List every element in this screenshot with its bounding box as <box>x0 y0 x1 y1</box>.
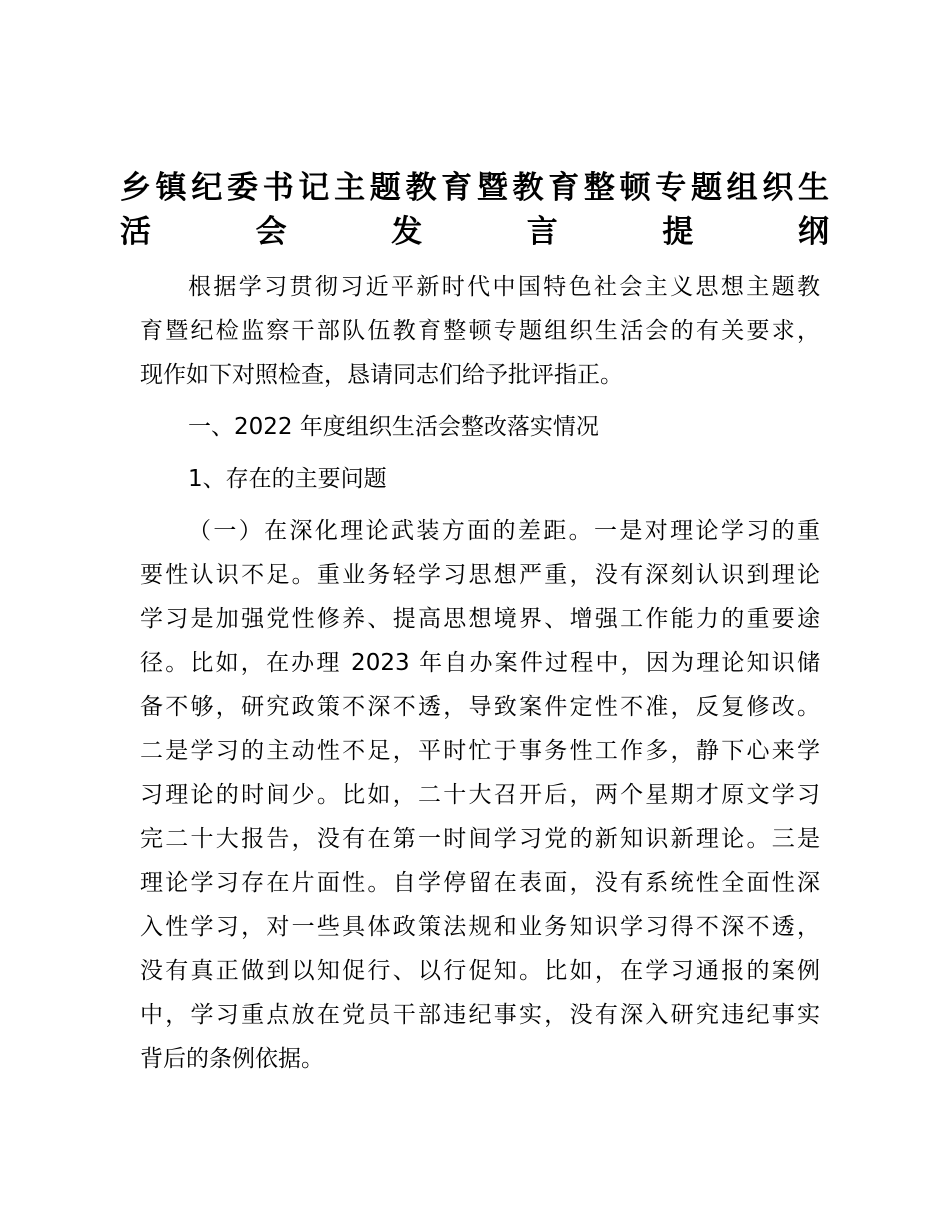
paragraph-line: 入性学习，对一些具体政策法规和业务知识学习得不深不透， <box>140 914 820 940</box>
paragraph-line: 备不够，研究政策不深不透，导致案件定性不准，反复修改。 <box>140 694 820 720</box>
title-line: 活会发言提纲 <box>120 214 830 250</box>
paragraph-line: 育暨纪检监察干部队伍教育整顿专题组织生活会的有关要求， <box>140 318 820 344</box>
title-line: 乡镇纪委书记主题教育暨教育整顿专题组织生 <box>120 170 830 206</box>
paragraph-line: 理论学习存在片面性。自学停留在表面，没有系统性全面性深 <box>140 870 820 896</box>
paragraph-line: 现作如下对照检查，恳请同志们给予批评指正。 <box>140 362 623 388</box>
paragraph-line: 习理论的时间少。比如，二十大召开后，两个星期才原文学习 <box>140 782 820 808</box>
paragraph-line: 根据学习贯彻习近平新时代中国特色社会主义思想主题教 <box>188 274 820 300</box>
paragraph-line: 没有真正做到以知促行、以行促知。比如，在学习通报的案例 <box>140 958 820 984</box>
paragraph-line: 背后的条例依据。 <box>140 1046 324 1072</box>
intro-paragraph <box>140 265 820 397</box>
problem-paragraph <box>140 509 820 1081</box>
document-title <box>120 166 830 254</box>
paragraph-line: 要性认识不足。重业务轻学习思想严重，没有深刻认识到理论 <box>140 562 820 588</box>
paragraph-line: （一）在深化理论武装方面的差距。一是对理论学习的重 <box>188 518 820 544</box>
paragraph-line: 完二十大报告，没有在第一时间学习党的新知识新理论。三是 <box>140 826 820 852</box>
paragraph-line: 二是学习的主动性不足，平时忙于事务性工作多，静下心来学 <box>140 738 820 764</box>
paragraph-line: 学习是加强党性修养、提高思想境界、增强工作能力的重要途 <box>140 606 820 632</box>
document-body <box>140 265 820 1081</box>
subsection-heading: 1、存在的主要问题 <box>188 466 387 492</box>
section-heading: 一、2022 年度组织生活会整改落实情况 <box>188 414 599 440</box>
paragraph-line: 径。比如，在办理 2023 年自办案件过程中，因为理论知识储 <box>140 650 820 676</box>
paragraph-line: 中，学习重点放在党员干部违纪事实，没有深入研究违纪事实 <box>140 1002 820 1028</box>
